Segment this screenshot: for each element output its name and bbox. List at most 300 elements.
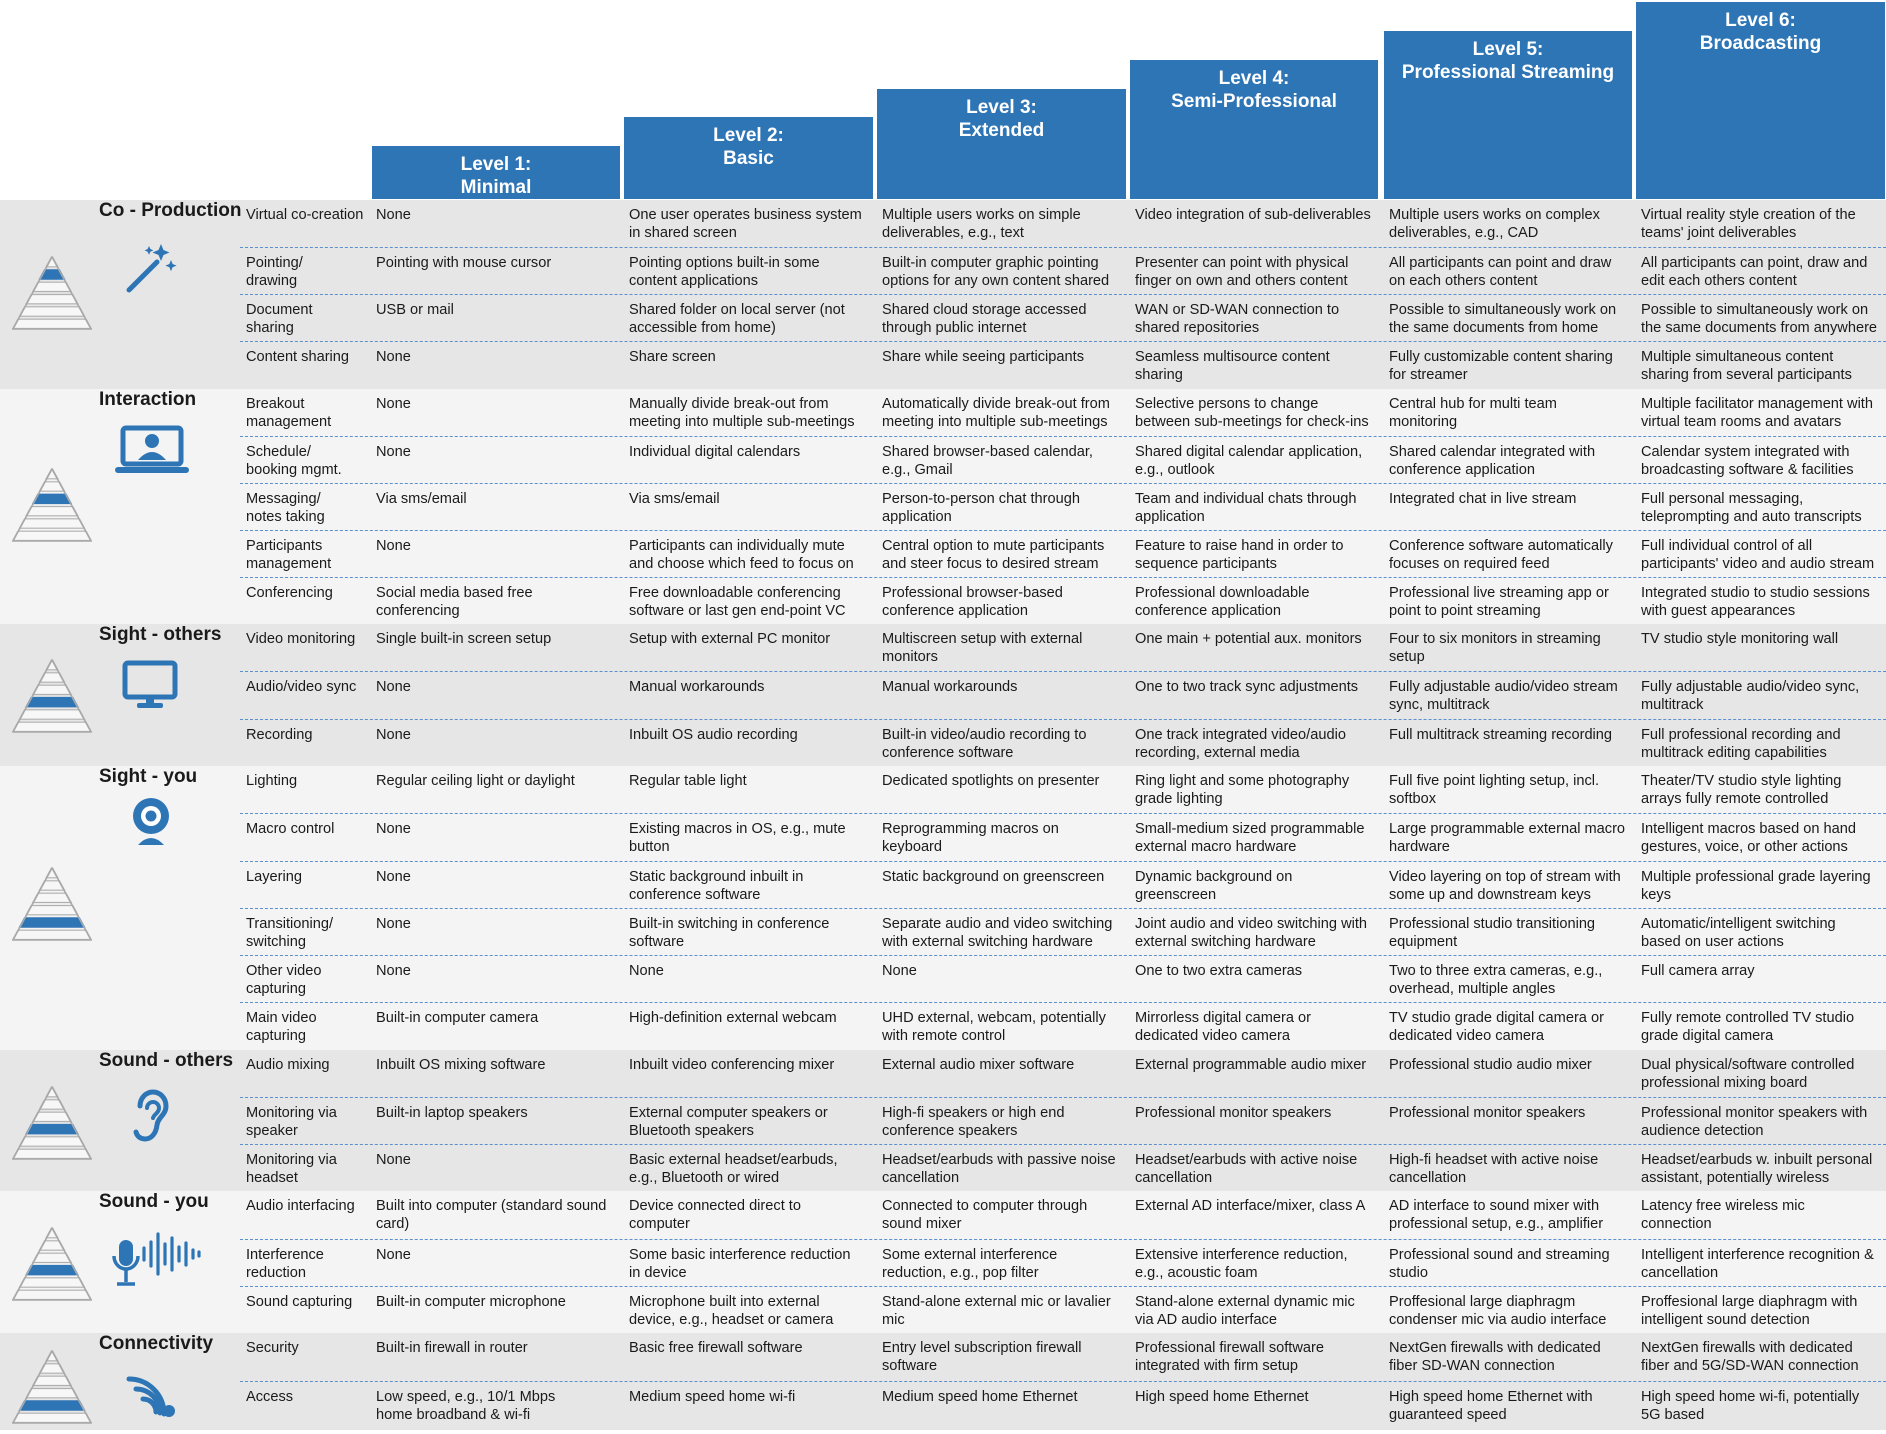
cell-line: Automatic/intelligent switching xyxy=(1641,916,1836,932)
row-label xyxy=(246,772,297,790)
section-co-production xyxy=(0,200,1886,389)
level-2-cell xyxy=(629,443,800,461)
cell-line: TV studio style monitoring wall xyxy=(1641,631,1839,647)
cell-line: Video layering on top of stream with xyxy=(1389,869,1621,885)
cell-line: High speed home Ethernet xyxy=(1135,1389,1309,1405)
cell-line: Single built-in screen setup xyxy=(376,631,552,647)
cell-line: keyboard xyxy=(882,839,943,855)
cell-line: Possible to simultaneously work on xyxy=(1389,302,1617,318)
level-header-6 xyxy=(1636,2,1885,199)
cell-line: Dual physical/software controlled xyxy=(1641,1057,1855,1073)
cell-line: e.g., acoustic foam xyxy=(1135,1265,1258,1281)
cell-line: Headset/earbuds with active noise xyxy=(1135,1152,1358,1168)
cell-line: sequence participants xyxy=(1135,556,1277,572)
level-3-cell xyxy=(882,868,1104,886)
cell-line: recording, external media xyxy=(1135,745,1300,761)
level-2-cell xyxy=(629,820,846,856)
cell-line: Fully adjustable audio/video stream xyxy=(1389,679,1618,695)
level-3-cell xyxy=(882,1151,1116,1187)
cell-line: Regular table light xyxy=(629,773,747,789)
level-3-cell xyxy=(882,630,1082,666)
cell-line: edit each others content xyxy=(1641,273,1797,289)
level-1-cell xyxy=(376,206,411,224)
level-1-cell xyxy=(376,772,575,790)
cell-line: Professional downloadable xyxy=(1135,585,1310,601)
cell-line: Professional browser-based xyxy=(882,585,1063,601)
section-title: Sound - you xyxy=(99,1191,209,1212)
maturity-pyramid-icon xyxy=(12,1350,92,1424)
cell-line: Manually divide break-out from xyxy=(629,396,829,412)
cell-line: None xyxy=(376,1152,411,1168)
level-2-cell xyxy=(629,584,846,620)
cell-line: None xyxy=(376,727,411,743)
row-label xyxy=(246,254,303,290)
level-5-cell xyxy=(1389,772,1599,808)
level-1-cell xyxy=(376,584,533,620)
level-5-cell xyxy=(1389,490,1576,508)
cell-line: hardware xyxy=(1389,839,1450,855)
level-5-cell xyxy=(1389,537,1613,573)
cell-line: conference software xyxy=(882,745,1014,761)
row-label-line: drawing xyxy=(246,273,298,289)
cell-line: e.g., Bluetooth or wired xyxy=(629,1170,780,1186)
cell-line: Selective persons to change xyxy=(1135,396,1319,412)
level-2-cell xyxy=(629,1151,838,1187)
section-title: Sight - you xyxy=(99,766,198,787)
cell-line: None xyxy=(376,538,411,554)
cell-line: Latency free wireless mic xyxy=(1641,1198,1805,1214)
cell-line: via AD audio interface xyxy=(1135,1312,1277,1328)
maturity-pyramid-icon xyxy=(12,867,92,941)
cell-line: Shared browser-based calendar, xyxy=(882,444,1093,460)
level-1-cell xyxy=(376,395,411,413)
level-4-cell xyxy=(1135,1009,1311,1045)
level-3-cell xyxy=(882,301,1086,337)
cell-line: Stand-alone external mic or lavalier xyxy=(882,1294,1111,1310)
table-row xyxy=(240,200,1886,247)
cell-line: Individual digital calendars xyxy=(629,444,801,460)
row-label-line: Audio mixing xyxy=(246,1057,330,1073)
cell-line: card) xyxy=(376,1216,410,1232)
table-row xyxy=(240,483,1886,531)
cell-line: conference application xyxy=(1135,603,1282,619)
cell-line: External computer speakers or xyxy=(629,1105,828,1121)
cell-line: grade lighting xyxy=(1135,791,1223,807)
row-label-line: Document xyxy=(246,302,313,318)
cell-line: Full multitrack streaming recording xyxy=(1389,727,1613,743)
cell-line: NextGen firewalls with dedicated xyxy=(1641,1340,1853,1356)
cell-line: intelligent sound detection xyxy=(1641,1312,1810,1328)
row-label-line: Breakout xyxy=(246,396,305,412)
row-label-line: Recording xyxy=(246,727,313,743)
cell-line: Pointing with mouse cursor xyxy=(376,255,552,271)
cell-line: based on user actions xyxy=(1641,934,1784,950)
cell-line: One to two track sync adjustments xyxy=(1135,679,1359,695)
row-label-line: Conferencing xyxy=(246,585,333,601)
cell-line: Large programmable external macro xyxy=(1389,821,1626,837)
row-label-line: Participants xyxy=(246,538,323,554)
level-4-cell xyxy=(1135,962,1302,980)
row-label-line: Audio/video sync xyxy=(246,679,357,695)
cell-line: multitrack editing capabilities xyxy=(1641,745,1827,761)
cell-line: e.g., Gmail xyxy=(882,462,953,478)
cell-line: Participants can individually mute xyxy=(629,538,845,554)
cell-line: Bluetooth speakers xyxy=(629,1123,754,1139)
row-label xyxy=(246,630,355,648)
cell-line: on each others content xyxy=(1389,273,1538,289)
cell-line: virtual team rooms and avatars xyxy=(1641,414,1842,430)
table-row xyxy=(240,861,1886,909)
level-6-cell xyxy=(1641,1197,1805,1233)
table-row xyxy=(240,1002,1886,1051)
cell-line: Multiscreen setup with external xyxy=(882,631,1083,647)
level-6-cell xyxy=(1641,1388,1859,1424)
level-4-cell xyxy=(1135,772,1349,808)
cell-line: connection xyxy=(1641,1216,1712,1232)
level-6-cell xyxy=(1641,537,1874,573)
cell-line: Some external interference xyxy=(882,1247,1058,1263)
cell-line: monitoring xyxy=(1389,414,1458,430)
cell-line: Four to six monitors in streaming xyxy=(1389,631,1601,647)
cell-line: Built-in firewall in router xyxy=(376,1340,528,1356)
row-label-line: management xyxy=(246,556,332,572)
cell-line: focuses on required feed xyxy=(1389,556,1550,572)
level-6-cell xyxy=(1641,301,1877,337)
row-label xyxy=(246,962,321,998)
cell-line: None xyxy=(376,349,411,365)
cell-line: None xyxy=(376,679,411,695)
row-label-line: Other video xyxy=(246,963,322,979)
cell-line: Via sms/email xyxy=(376,491,467,507)
row-label-line: Video monitoring xyxy=(246,631,356,647)
cell-line: dedicated video camera xyxy=(1389,1028,1544,1044)
level-2-cell xyxy=(629,254,820,290)
level-1-cell xyxy=(376,348,411,366)
level-subtitle: Minimal xyxy=(460,177,532,198)
cell-line: High-fi speakers or high end xyxy=(882,1105,1065,1121)
cell-line: monitors xyxy=(882,649,938,665)
cell-line: Central hub for multi team xyxy=(1389,396,1557,412)
level-5-cell xyxy=(1389,678,1618,714)
cell-line: Manual workarounds xyxy=(882,679,1018,695)
cell-line: sound mixer xyxy=(882,1216,962,1232)
cell-line: Reprogramming macros on xyxy=(882,821,1059,837)
table-row xyxy=(240,577,1886,625)
level-3-cell xyxy=(882,772,1099,790)
cell-line: multitrack xyxy=(1641,697,1704,713)
level-2-cell xyxy=(629,962,664,980)
level-subtitle: Professional Streaming xyxy=(1401,62,1615,83)
row-label-line: Transitioning/ xyxy=(246,916,334,932)
level-4-cell xyxy=(1135,1388,1309,1406)
level-6-cell xyxy=(1641,820,1856,856)
level-5-cell xyxy=(1389,962,1602,998)
level-2-cell xyxy=(629,348,716,366)
level-title: Level 3: xyxy=(966,97,1037,118)
level-1-cell xyxy=(376,1339,528,1357)
level-5-cell xyxy=(1389,1056,1592,1074)
cell-line: Integrated chat in live stream xyxy=(1389,491,1577,507)
laptop-user-icon xyxy=(113,424,191,481)
table-row xyxy=(240,530,1886,578)
level-2-cell xyxy=(629,395,855,431)
cell-line: shared repositories xyxy=(1135,320,1260,336)
cell-line: Small-medium sized programmable xyxy=(1135,821,1365,837)
level-5-cell xyxy=(1389,1197,1603,1233)
row-label-line: switching xyxy=(246,934,307,950)
cell-line: Manual workarounds xyxy=(629,679,765,695)
level-header-1 xyxy=(372,146,620,199)
level-3-cell xyxy=(882,820,1059,856)
monitor-icon xyxy=(122,660,178,715)
level-1-cell xyxy=(376,868,411,886)
cell-line: reduction, e.g., pop filter xyxy=(882,1265,1039,1281)
row-label-line: Content sharing xyxy=(246,349,350,365)
level-2-cell xyxy=(629,868,803,904)
cell-line: guaranteed speed xyxy=(1389,1407,1507,1423)
level-title: Level 2: xyxy=(713,125,784,146)
section-connectivity xyxy=(0,1333,1886,1430)
level-1-cell xyxy=(376,1388,555,1424)
cell-line: condenser mic via audio interface xyxy=(1389,1312,1607,1328)
cell-line: One main + potential aux. monitors xyxy=(1135,631,1362,647)
level-2-cell xyxy=(629,1009,837,1027)
level-5-cell xyxy=(1389,1009,1604,1045)
level-4-cell xyxy=(1135,678,1358,696)
cell-line: High-definition external webcam xyxy=(629,1010,837,1026)
level-subtitle: Basic xyxy=(723,148,774,169)
cell-line: sync, multitrack xyxy=(1389,697,1490,713)
level-title: Level 5: xyxy=(1472,39,1544,60)
cell-line: greenscreen xyxy=(1135,887,1217,903)
cell-line: Basic external headset/earbuds, xyxy=(629,1152,838,1168)
cell-line: Static background on greenscreen xyxy=(882,869,1105,885)
cell-line: conference software xyxy=(629,887,761,903)
level-1-cell xyxy=(376,1197,606,1233)
row-label xyxy=(246,1339,299,1357)
cell-line: keys xyxy=(1641,887,1672,903)
cell-line: softbox xyxy=(1389,791,1437,807)
cell-line: Share screen xyxy=(629,349,716,365)
level-1-cell xyxy=(376,630,551,648)
cell-line: All participants can point and draw xyxy=(1389,255,1612,271)
cell-line: professional setup, e.g., amplifier xyxy=(1389,1216,1604,1232)
row-label-line: capturing xyxy=(246,981,307,997)
level-1-cell xyxy=(376,915,411,933)
level-5-cell xyxy=(1389,726,1612,744)
cell-line: Team and individual chats through xyxy=(1135,491,1357,507)
cell-line: Intelligent macros based on hand xyxy=(1641,821,1856,837)
cell-line: Fully remote controlled TV studio xyxy=(1641,1010,1855,1026)
level-3-cell xyxy=(882,254,1109,290)
row-label xyxy=(246,1246,324,1282)
level-6-cell xyxy=(1641,395,1873,431)
row-label xyxy=(246,348,349,366)
row-label xyxy=(246,395,331,431)
cell-line: the same documents from anywhere xyxy=(1641,320,1878,336)
cell-line: software xyxy=(629,934,685,950)
cell-line: None xyxy=(376,207,411,223)
section-title: Sound - others xyxy=(99,1050,234,1071)
row-label-line: Messaging/ xyxy=(246,491,321,507)
level-6-cell xyxy=(1641,726,1841,762)
cell-line: None xyxy=(376,1247,411,1263)
cell-line: accessible from home) xyxy=(629,320,776,336)
level-6-cell xyxy=(1641,915,1836,951)
level-6-cell xyxy=(1641,584,1870,620)
level-5-cell xyxy=(1389,1246,1610,1282)
cell-line: Low speed, e.g., 10/1 Mbps xyxy=(376,1389,556,1405)
level-title: Level 4: xyxy=(1218,68,1290,89)
cell-line: Professional firewall software xyxy=(1135,1340,1324,1356)
cell-line: AD interface to sound mixer with xyxy=(1389,1198,1600,1214)
level-1-cell xyxy=(376,1104,528,1122)
cell-line: None xyxy=(376,396,411,412)
row-label-line: Lighting xyxy=(246,773,298,789)
cell-line: Dedicated spotlights on presenter xyxy=(882,773,1100,789)
cell-line: sharing xyxy=(1135,367,1183,383)
level-4-cell xyxy=(1135,1104,1331,1122)
section-sight-you xyxy=(0,766,1886,1050)
cell-line: 5G based xyxy=(1641,1407,1705,1423)
row-label-line: Security xyxy=(246,1340,299,1356)
cell-line: and steer focus to desired stream xyxy=(882,556,1099,572)
level-4-cell xyxy=(1135,490,1356,526)
cell-line: Shared cloud storage accessed xyxy=(882,302,1087,318)
cell-line: software or last gen end-point VC xyxy=(629,603,846,619)
row-label xyxy=(246,1151,337,1187)
cell-line: Multiple professional grade layering xyxy=(1641,869,1871,885)
cell-line: None xyxy=(882,963,917,979)
cell-line: participants' video and audio stream xyxy=(1641,556,1875,572)
cell-line: external switching hardware xyxy=(1135,934,1316,950)
level-1-cell xyxy=(376,1151,411,1169)
level-6-cell xyxy=(1641,490,1862,526)
cell-line: Proffesional large diaphragm xyxy=(1389,1294,1576,1310)
cell-line: Multiple users works on complex xyxy=(1389,207,1600,223)
level-6-cell xyxy=(1641,868,1871,904)
level-4-cell xyxy=(1135,584,1309,620)
level-5-cell xyxy=(1389,1151,1598,1187)
cell-line: meeting into multiple sub-meetings xyxy=(629,414,855,430)
cell-line: Device connected direct to xyxy=(629,1198,801,1214)
level-3-cell xyxy=(882,1197,1087,1233)
section-title: Co - Production xyxy=(99,200,242,221)
cell-line: e.g., outlook xyxy=(1135,462,1215,478)
cell-line: Via sms/email xyxy=(629,491,720,507)
cell-line: Conference software automatically xyxy=(1389,538,1613,554)
cell-line: Inbuilt OS mixing software xyxy=(376,1057,546,1073)
level-2-cell xyxy=(629,772,747,790)
level-header-5 xyxy=(1384,31,1632,199)
level-3-cell xyxy=(882,584,1063,620)
level-1-cell xyxy=(376,254,551,272)
level-2-cell xyxy=(629,1388,795,1406)
level-4-cell xyxy=(1135,1293,1355,1329)
cell-line: professional mixing board xyxy=(1641,1075,1808,1091)
level-3-cell xyxy=(882,443,1093,479)
ear-icon xyxy=(130,1086,172,1147)
row-label xyxy=(246,1197,355,1215)
level-1-cell xyxy=(376,301,454,319)
cell-line: conference application xyxy=(1389,462,1536,478)
level-4-cell xyxy=(1135,1339,1324,1375)
cell-line: Professional monitor speakers xyxy=(1135,1105,1332,1121)
cell-line: cancellation xyxy=(1389,1170,1467,1186)
table-row xyxy=(240,955,1886,1003)
cell-line: Microphone built into external xyxy=(629,1294,820,1310)
cell-line: WAN or SD-WAN connection to xyxy=(1135,302,1340,318)
level-2-cell xyxy=(629,630,830,648)
level-6-cell xyxy=(1641,630,1838,648)
level-4-cell xyxy=(1135,395,1369,431)
cell-line: fiber and 5G/SD-WAN connection xyxy=(1641,1358,1859,1374)
section-sight-others xyxy=(0,624,1886,766)
cell-line: Built-in switching in conference xyxy=(629,916,830,932)
section-title: Sight - others xyxy=(99,624,222,645)
table-row xyxy=(240,436,1886,484)
cell-line: None xyxy=(376,821,411,837)
cell-line: Automatically divide break-out from xyxy=(882,396,1110,412)
cell-line: sharing from several participants xyxy=(1641,367,1852,383)
level-1-cell xyxy=(376,1056,546,1074)
row-label-line: Sound capturing xyxy=(246,1294,353,1310)
cell-line: External audio mixer software xyxy=(882,1057,1075,1073)
row-label-line: notes taking xyxy=(246,509,325,525)
cell-line: Mirrorless digital camera or xyxy=(1135,1010,1311,1026)
level-4-cell xyxy=(1135,1151,1357,1187)
level-5-cell xyxy=(1389,348,1613,384)
cell-line: Built-in video/audio recording to xyxy=(882,727,1087,743)
cell-line: audience detection xyxy=(1641,1123,1764,1139)
table-row xyxy=(240,1097,1886,1145)
level-4-cell xyxy=(1135,206,1371,224)
table-row xyxy=(240,1050,1886,1097)
level-3-cell xyxy=(882,962,917,980)
cell-line: studio xyxy=(1389,1265,1428,1281)
level-5-cell xyxy=(1389,395,1557,431)
cell-line: Regular ceiling light or daylight xyxy=(376,773,575,789)
level-subtitle: Semi-Professional xyxy=(1171,91,1337,112)
level-2-cell xyxy=(629,1293,833,1329)
level-5-cell xyxy=(1389,1104,1585,1122)
row-label-line: Monitoring via xyxy=(246,1152,337,1168)
cell-line: Headset/earbuds w. inbuilt personal xyxy=(1641,1152,1873,1168)
level-3-cell xyxy=(882,537,1104,573)
level-6-cell xyxy=(1641,254,1867,290)
row-label-line: headset xyxy=(246,1170,298,1186)
level-5-cell xyxy=(1389,915,1595,951)
row-label xyxy=(246,915,333,951)
row-label xyxy=(246,537,331,573)
cell-line: NextGen firewalls with dedicated xyxy=(1389,1340,1601,1356)
cell-line: Inbuilt OS audio recording xyxy=(629,727,798,743)
row-label-line: Virtual co-creation xyxy=(246,207,364,223)
cell-line: broadcasting software & facilities xyxy=(1641,462,1854,478)
cell-line: Integrated studio to studio sessions xyxy=(1641,585,1870,601)
level-5-cell xyxy=(1389,1293,1606,1329)
row-label-line: reduction xyxy=(246,1265,307,1281)
level-3-cell xyxy=(882,1293,1111,1329)
row-label xyxy=(246,1293,352,1311)
level-6-cell xyxy=(1641,206,1856,242)
cell-line: Proffesional large diaphragm with xyxy=(1641,1294,1858,1310)
row-label xyxy=(246,301,313,337)
level-6-cell xyxy=(1641,962,1755,980)
table-row xyxy=(240,719,1886,767)
level-title: Level 1: xyxy=(460,154,532,175)
level-6-cell xyxy=(1641,1151,1872,1187)
